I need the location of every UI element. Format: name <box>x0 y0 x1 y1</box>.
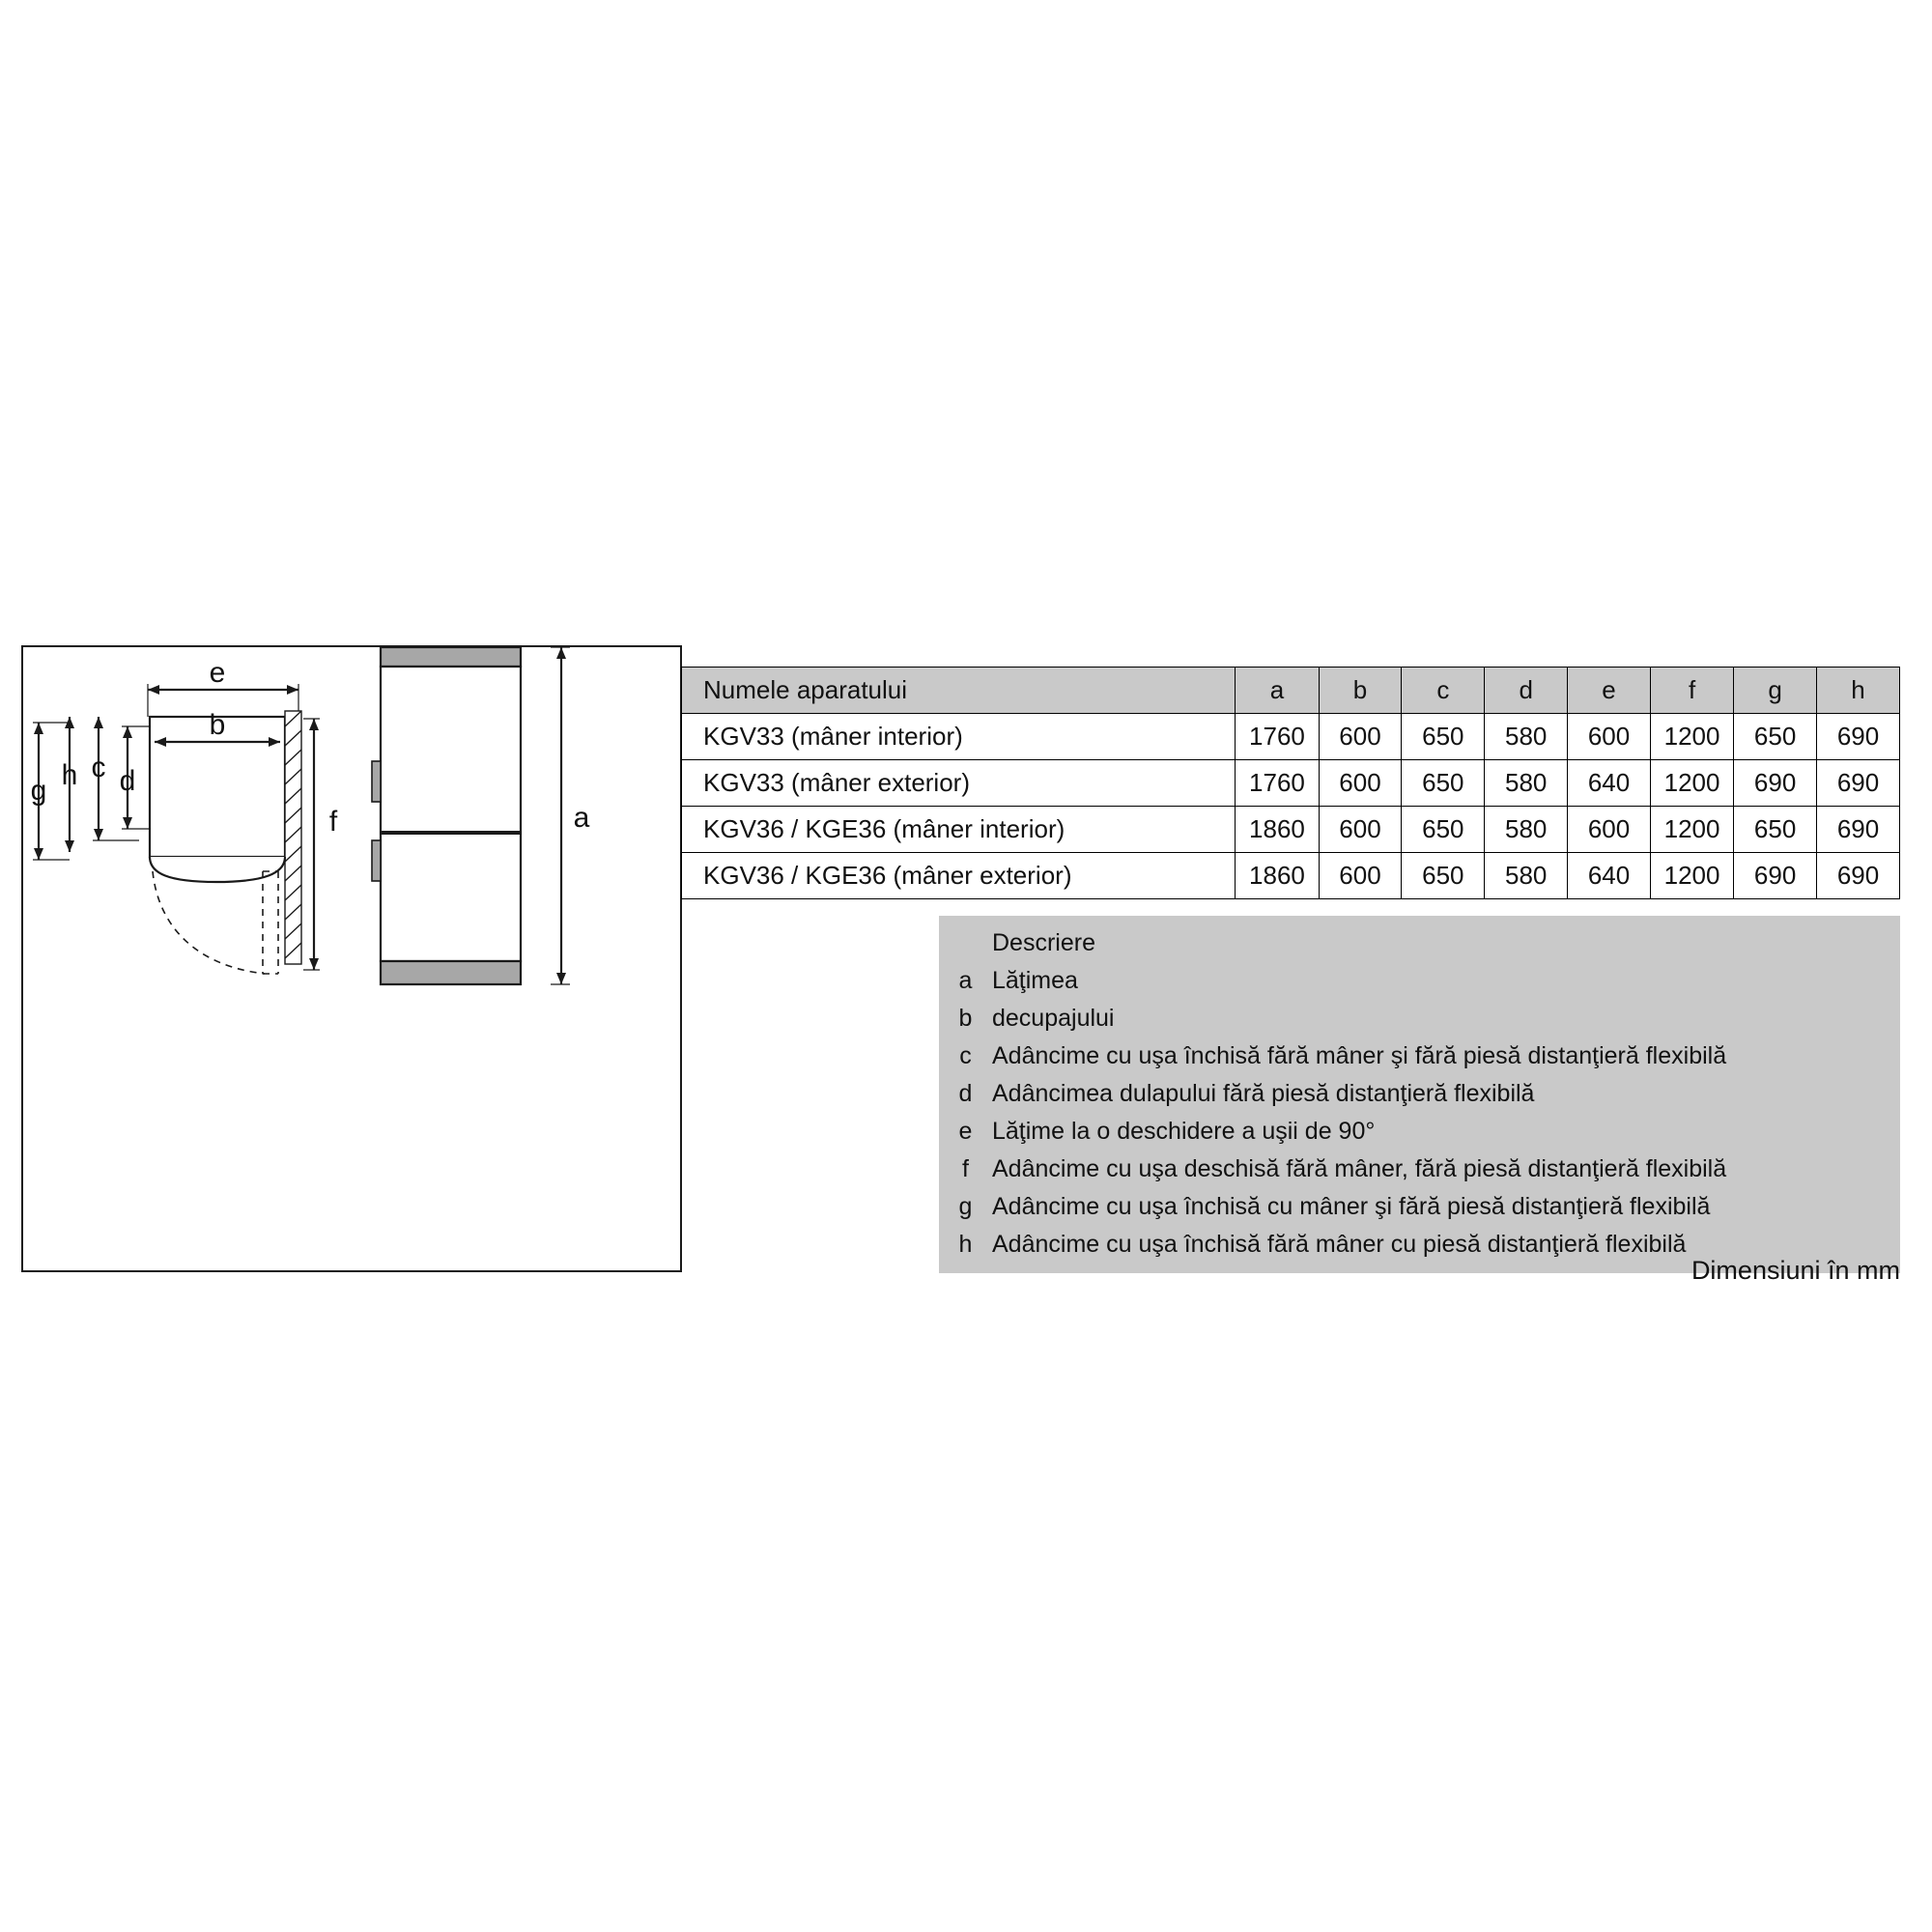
row-1-d: 580 <box>1485 760 1568 807</box>
row-0-name: KGV33 (mâner interior) <box>682 714 1236 760</box>
desc-row-a <box>939 962 1900 1000</box>
desc-key-g: g <box>958 1193 973 1220</box>
row-3-f: 1200 <box>1650 853 1733 899</box>
row-1-b: 600 <box>1319 760 1402 807</box>
row-1-f: 1200 <box>1650 760 1733 807</box>
table-row <box>682 714 1900 760</box>
desc-text-a: Lăţimea <box>992 967 1078 994</box>
label-c: c <box>91 752 106 783</box>
row-0-b: 600 <box>1319 714 1402 760</box>
row-3-b: 600 <box>1319 853 1402 899</box>
col-header-a: a <box>1236 668 1319 714</box>
row-2-g: 650 <box>1734 807 1817 853</box>
row-0-d: 580 <box>1485 714 1568 760</box>
desc-spacer-top <box>939 916 1900 923</box>
row-1-g: 690 <box>1734 760 1817 807</box>
col-header-c: c <box>1402 668 1485 714</box>
col-header-b: b <box>1319 668 1402 714</box>
row-2-c: 650 <box>1402 807 1485 853</box>
desc-key-h: h <box>958 1231 973 1258</box>
description-table <box>939 916 1900 1273</box>
label-f: f <box>328 806 338 838</box>
row-1-a: 1760 <box>1236 760 1319 807</box>
desc-header-row <box>939 923 1900 962</box>
row-0-f: 1200 <box>1650 714 1733 760</box>
table-row <box>682 760 1900 807</box>
row-3-e: 640 <box>1568 853 1651 899</box>
row-2-b: 600 <box>1319 807 1402 853</box>
row-1-h: 690 <box>1817 760 1900 807</box>
row-1-c: 650 <box>1402 760 1485 807</box>
label-a: a <box>573 802 590 834</box>
table-header-row <box>682 668 1900 714</box>
row-0-c: 650 <box>1402 714 1485 760</box>
col-header-e: e <box>1568 668 1651 714</box>
label-e: e <box>209 657 226 689</box>
row-1-e: 640 <box>1568 760 1651 807</box>
row-2-name: KGV36 / KGE36 (mâner interior) <box>682 807 1236 853</box>
row-2-f: 1200 <box>1650 807 1733 853</box>
table-row <box>682 853 1900 899</box>
table-row <box>682 807 1900 853</box>
desc-key-e: e <box>958 1118 973 1145</box>
desc-key-a: a <box>958 967 973 994</box>
row-3-h: 690 <box>1817 853 1900 899</box>
desc-row-c <box>939 1037 1900 1075</box>
row-1-name: KGV33 (mâner exterior) <box>682 760 1236 807</box>
desc-header-label: Descriere <box>992 928 1095 956</box>
desc-key-b: b <box>958 1005 973 1032</box>
desc-text-g: Adâncime cu uşa închisă cu mâner şi fără piesă distanţieră flexibilă <box>992 1193 1711 1220</box>
row-0-e: 600 <box>1568 714 1651 760</box>
desc-row-d <box>939 1075 1900 1113</box>
row-0-h: 690 <box>1817 714 1900 760</box>
desc-text-f: Adâncime cu uşa deschisă fără mâner, fără piesă distanţieră flexibilă <box>992 1155 1727 1182</box>
appliance-dimension-drawing <box>21 645 682 1272</box>
row-2-a: 1860 <box>1236 807 1319 853</box>
desc-text-b: decupajului <box>992 1005 1115 1032</box>
desc-text-d: Adâncimea dulapului fără piesă distanţieră flexibilă <box>992 1080 1535 1107</box>
units-note: Dimensiuni în mm <box>1690 1256 1900 1285</box>
col-header-f: f <box>1650 668 1733 714</box>
desc-row-b <box>939 1000 1900 1037</box>
row-0-a: 1760 <box>1236 714 1319 760</box>
desc-key-d: d <box>958 1080 973 1107</box>
dimensions-table <box>681 667 1900 899</box>
drawing-svg <box>23 647 676 1266</box>
desc-key-c: c <box>959 1042 972 1069</box>
row-3-d: 580 <box>1485 853 1568 899</box>
row-3-a: 1860 <box>1236 853 1319 899</box>
desc-row-f <box>939 1151 1900 1188</box>
row-3-c: 650 <box>1402 853 1485 899</box>
label-b: b <box>209 709 226 741</box>
col-header-g: g <box>1734 668 1817 714</box>
row-0-g: 650 <box>1734 714 1817 760</box>
desc-row-g <box>939 1188 1900 1226</box>
label-g: g <box>30 775 47 807</box>
desc-key-f: f <box>962 1155 969 1182</box>
desc-text-e: Lăţime la o deschidere a uşii de 90° <box>992 1118 1376 1145</box>
col-header-name: Numele aparatului <box>682 668 1236 714</box>
row-3-name: KGV36 / KGE36 (mâner exterior) <box>682 853 1236 899</box>
row-3-g: 690 <box>1734 853 1817 899</box>
row-2-d: 580 <box>1485 807 1568 853</box>
label-d: d <box>119 765 136 797</box>
row-2-h: 690 <box>1817 807 1900 853</box>
desc-row-e <box>939 1113 1900 1151</box>
row-2-e: 600 <box>1568 807 1651 853</box>
col-header-d: d <box>1485 668 1568 714</box>
desc-text-h: Adâncime cu uşa închisă fără mâner cu piesă distanţieră flexibilă <box>992 1231 1687 1258</box>
label-h: h <box>61 759 78 791</box>
desc-text-c: Adâncime cu uşa închisă fără mâner şi fără piesă distanţieră flexibilă <box>992 1042 1727 1069</box>
col-header-h: h <box>1817 668 1900 714</box>
